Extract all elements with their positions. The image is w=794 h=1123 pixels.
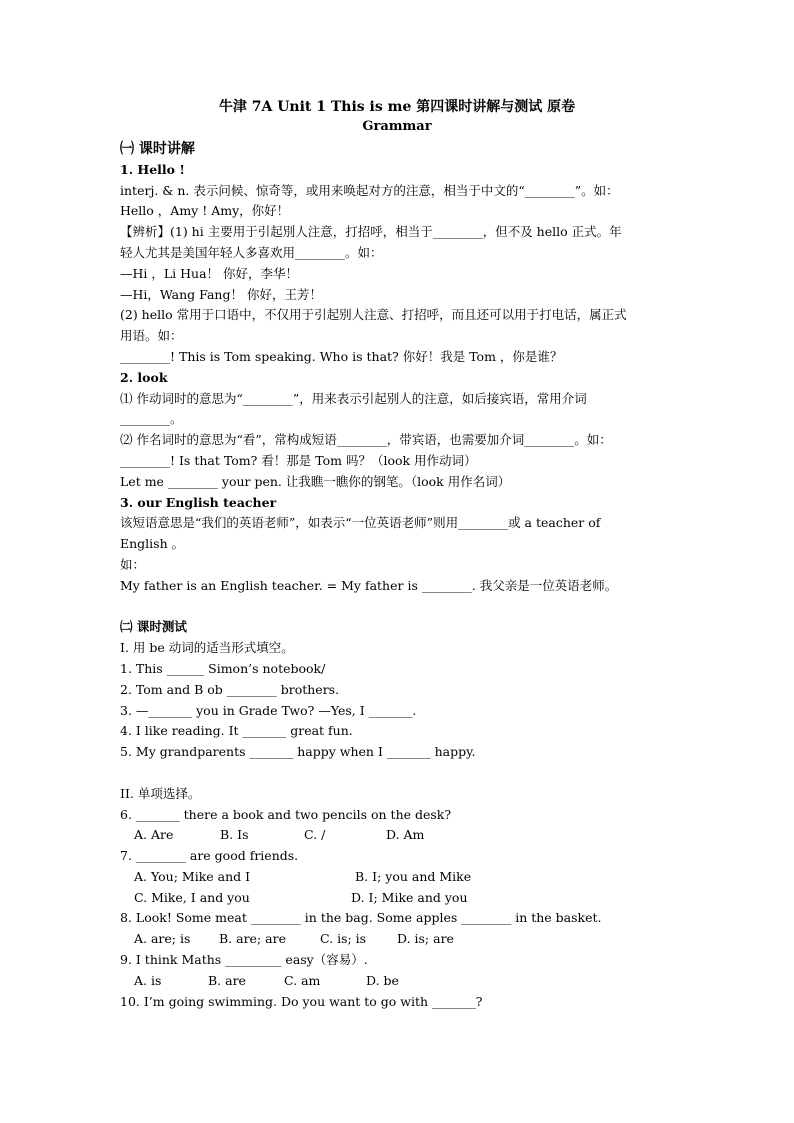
text-line: 如：	[120, 556, 146, 572]
item-2-heading: 2. look	[120, 369, 168, 385]
item-1-heading: 1. Hello !	[120, 161, 185, 177]
option-b: B. are; are	[219, 931, 286, 947]
text-line: (2) hello 常用于口语中，不仅用于引起别人注意、打招呼，而且还可以用于打电话，属正式	[120, 307, 627, 323]
part-2-heading: II. 单项选择。	[120, 785, 201, 801]
part-1-heading: I. 用 be 动词的适当形式填空。	[120, 640, 294, 656]
text-line: My father is an English teacher. = My father is ________. 我父亲是一位英语老师。	[120, 577, 618, 593]
text-line: ________。	[120, 411, 183, 427]
option-a: A. are; is	[134, 931, 191, 947]
text-line: 该短语意思是“我们的英语老师”，如表示“一位英语老师”则用________或 a teacher of	[120, 515, 601, 531]
option-b: B. Is	[220, 827, 249, 843]
spacer	[120, 763, 680, 784]
option-a: A. You; Mike and I	[134, 868, 251, 884]
option-c: C. is; is	[320, 931, 367, 947]
question-7-options-row-1	[120, 867, 680, 888]
question-10-stem: 10. I’m going swimming. Do you want to go with _______?	[120, 993, 483, 1009]
text-line: ⑴ 作动词时的意思为“________”，用来表示引起别人的注意，如后接宾语，常用介词	[120, 390, 587, 406]
page-subtitle: Grammar	[362, 119, 432, 134]
item-3-heading: 3. our English teacher	[120, 494, 277, 510]
question-7-options-row-2	[120, 888, 680, 909]
option-b: B. are	[208, 972, 246, 988]
option-d: D. be	[366, 972, 399, 988]
question-9-stem: 9. I think Maths _________ easy（容易）.	[120, 952, 368, 968]
text-line: interj. & n. 表示问候、惊奇等，或用来唤起对方的注意，相当于中文的“________”。如：	[120, 182, 619, 198]
text-line: 用语。如：	[120, 328, 183, 344]
question-item: 2. Tom and B ob ________ brothers.	[120, 681, 340, 697]
text-line: ________! Is that Tom? 看！那是 Tom 吗？（look 用作动词）	[120, 452, 477, 468]
question-9-options	[120, 971, 680, 992]
option-c: C. Mike, I and you	[134, 889, 250, 905]
question-item: 5. My grandparents _______ happy when I _______ happy.	[120, 744, 476, 760]
option-d: D. is; are	[397, 931, 454, 947]
question-6-options	[120, 825, 680, 846]
text-line: 【辨析】(1) hi 主要用于引起別人注意，打招呼，相当于________，但不及 hello 正式。年	[120, 224, 622, 240]
text-line: Hello ，Amy ! Amy，你好！	[120, 203, 290, 219]
text-line: 轻人尤其是美国年轻人多喜欢用________。如：	[120, 244, 383, 260]
option-c: C. am	[284, 972, 321, 988]
option-a: A. Are	[134, 827, 174, 843]
option-c: C. /	[304, 827, 326, 843]
document-body	[120, 139, 680, 1012]
section-heading-lecture: ㈠ 课时讲解	[120, 141, 195, 157]
text-line: Let me ________ your pen. 让我瞧一瞧你的钢笔。（look 用作名词）	[120, 473, 511, 489]
question-item: 3. —_______ you in Grade Two? —Yes, I _______.	[120, 702, 417, 718]
section-heading-test: ㈡ 课时测试	[120, 619, 187, 635]
option-a: A. is	[134, 972, 162, 988]
question-7-stem: 7. ________ are good friends.	[120, 848, 299, 864]
question-item: 4. I like reading. It _______ great fun.	[120, 723, 353, 739]
text-line: —Hi，Wang Fang！ 你好，王芳！	[120, 286, 322, 302]
page-title: 牛津 7A Unit 1 This is me 第四课时讲解与测试 原卷	[218, 99, 576, 115]
spacer	[120, 597, 680, 618]
question-8-options	[120, 929, 680, 950]
question-8-stem: 8. Look! Some meat ________ in the bag. Some apples ________ in the basket.	[120, 910, 602, 926]
option-d: D. Am	[386, 827, 425, 843]
text-line: ________! This is Tom speaking. Who is that? 你好！我是 Tom ，你是谁？	[120, 348, 563, 364]
text-line: ⑵ 作名词时的意思为“看”，常构成短语________，带宾语，也需要加介词________。如：	[120, 432, 612, 448]
question-6-stem: 6. _______ there a book and two pencils on the desk?	[120, 806, 452, 822]
option-b: B. I; you and Mike	[355, 868, 472, 884]
option-d: D. I; Mike and you	[351, 889, 468, 905]
text-line: English 。	[120, 536, 185, 552]
question-item: 1. This ______ Simon’s notebook/	[120, 660, 326, 676]
text-line: —Hi ，Li Hua！ 你好，李华！	[120, 265, 299, 281]
